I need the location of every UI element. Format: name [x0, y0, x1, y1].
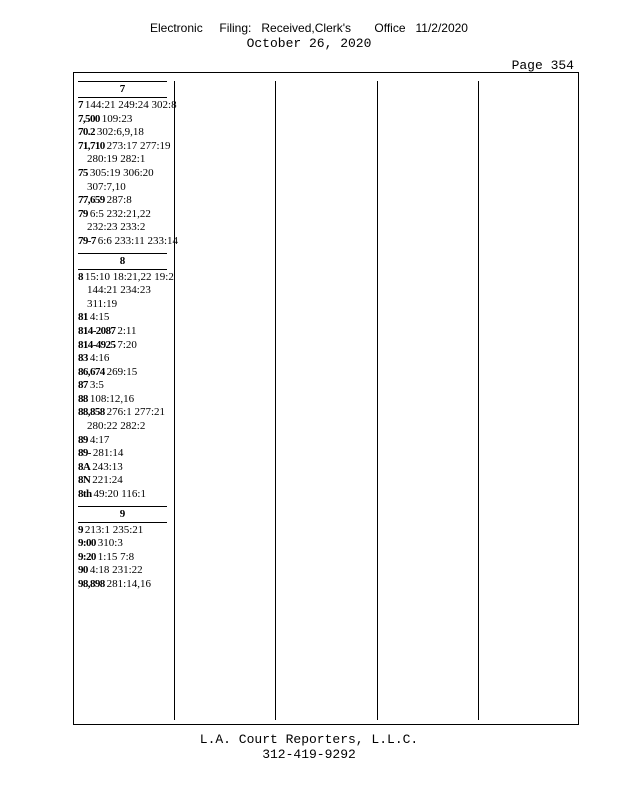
index-entry — [78, 474, 179, 488]
index-term: 9 — [78, 523, 83, 536]
page-line-refs: 15:10 18:21,22 19:2 144:21 234:23 311:19 — [84, 270, 174, 310]
page-line-refs: 269:15 — [106, 365, 138, 378]
index-entry — [78, 113, 179, 127]
index-term: 8A — [78, 460, 91, 473]
index-term: 7 — [78, 99, 83, 111]
index-term: 814-2087 — [78, 324, 116, 337]
page-line-refs: 276:1 277:21 280:22 282:2 — [87, 406, 166, 433]
index-entry — [78, 339, 179, 353]
index-term: 88,858 — [78, 406, 105, 419]
index-column-2 — [175, 81, 275, 720]
index-term: 89- — [78, 447, 91, 460]
index-entry — [78, 406, 179, 433]
index-term: 88 — [78, 392, 88, 405]
index-entry — [78, 352, 179, 366]
page-line-refs: 49:20 116:1 — [93, 488, 146, 501]
page-line-refs: 221:24 — [92, 474, 123, 487]
index-term: 9:20 — [78, 550, 96, 563]
index-entry — [78, 551, 179, 565]
page-line-refs: 108:12,16 — [89, 392, 135, 405]
index-term: 89 — [78, 433, 88, 446]
index-entry — [78, 524, 179, 538]
index-entry — [78, 311, 179, 325]
index-term: 79-7 — [78, 234, 96, 247]
section-heading: 7 — [78, 81, 167, 98]
page-line-refs: 4:15 — [89, 311, 110, 324]
transcript-date: October 26, 2020 — [246, 36, 372, 51]
section-heading: 9 — [78, 506, 167, 523]
page-line-refs: 4:17 — [89, 433, 110, 446]
index-term: 8th — [78, 488, 92, 501]
index-section — [78, 81, 179, 249]
index-entry — [78, 235, 179, 249]
index-term: 79 — [78, 207, 88, 220]
index-term: 71,710 — [78, 139, 105, 152]
index-term: 98,898 — [78, 578, 105, 590]
page-line-refs: 213:1 235:21 — [84, 523, 144, 536]
page-line-refs: 305:19 306:20 307:7,10 — [87, 166, 154, 193]
index-frame — [73, 72, 579, 725]
page-line-refs: 6:5 232:21,22 232:23 233:2 — [87, 207, 151, 234]
electronic-filing-stamp: Electronic Filing: Received,Clerk's Office 11/2/2020 — [150, 21, 468, 35]
index-entry — [78, 167, 179, 194]
page-line-refs: 273:17 277:19 280:19 282:1 — [87, 139, 171, 166]
index-term: 814-4925 — [78, 338, 116, 351]
reporter-company: L.A. Court Reporters, L.L.C. — [199, 732, 419, 747]
page-line-refs: 3:5 — [89, 379, 104, 392]
page-line-refs: 6:6 233:11 233:14 — [97, 234, 179, 247]
index-entry — [78, 126, 179, 140]
index-entry — [78, 393, 179, 407]
page-line-refs: 287:8 — [106, 194, 132, 207]
index-term: 86,674 — [78, 365, 105, 378]
index-column-1 — [78, 81, 179, 720]
index-term: 75 — [78, 166, 88, 179]
page-line-refs: 2:11 — [117, 324, 137, 337]
index-sections — [78, 81, 179, 592]
index-entry — [78, 537, 179, 551]
page-line-refs: 4:18 231:22 — [89, 564, 143, 577]
index-entry — [78, 366, 179, 380]
section-heading: 8 — [78, 253, 167, 270]
index-section — [78, 253, 174, 502]
page-line-refs: 7:20 — [117, 338, 137, 351]
index-entry — [78, 325, 179, 339]
page-number: Page 354 — [511, 58, 574, 73]
index-term: 77,659 — [78, 194, 105, 207]
index-entry — [78, 140, 179, 167]
index-column-3 — [276, 81, 376, 720]
index-column-4 — [378, 81, 478, 720]
index-entry — [78, 99, 179, 113]
index-term: 83 — [78, 352, 88, 365]
index-section — [78, 506, 174, 592]
page-line-refs: 4:16 — [89, 352, 110, 365]
index-term: 90 — [78, 564, 88, 577]
reporter-phone: 312-419-9292 — [262, 747, 356, 762]
index-entry — [78, 379, 179, 393]
page-line-refs: 1:15 7:8 — [97, 550, 135, 563]
index-entry — [78, 434, 179, 448]
index-term: 70.2 — [78, 126, 95, 139]
page-line-refs: 144:21 249:24 302:8 — [84, 99, 177, 111]
index-column-5 — [479, 81, 579, 720]
index-entry — [78, 271, 179, 312]
index-term: 87 — [78, 379, 88, 392]
index-entry — [78, 194, 179, 208]
index-entry — [78, 461, 179, 475]
index-entry — [78, 578, 179, 592]
index-entry — [78, 208, 179, 235]
page-line-refs: 310:3 — [97, 537, 123, 550]
index-term: 8 — [78, 270, 83, 283]
index-term: 7,500 — [78, 112, 100, 125]
page-line-refs: 302:6,9,18 — [96, 126, 144, 139]
page-line-refs: 243:13 — [92, 460, 123, 473]
index-entry — [78, 447, 179, 461]
index-entry — [78, 564, 179, 578]
index-term: 8N — [78, 474, 91, 487]
index-term: 81 — [78, 311, 88, 324]
page-line-refs: 281:14 — [92, 447, 124, 460]
page-line-refs: 281:14,16 — [106, 578, 151, 590]
index-term: 9:00 — [78, 537, 96, 550]
page-line-refs: 109:23 — [101, 112, 133, 125]
index-entry — [78, 488, 179, 502]
